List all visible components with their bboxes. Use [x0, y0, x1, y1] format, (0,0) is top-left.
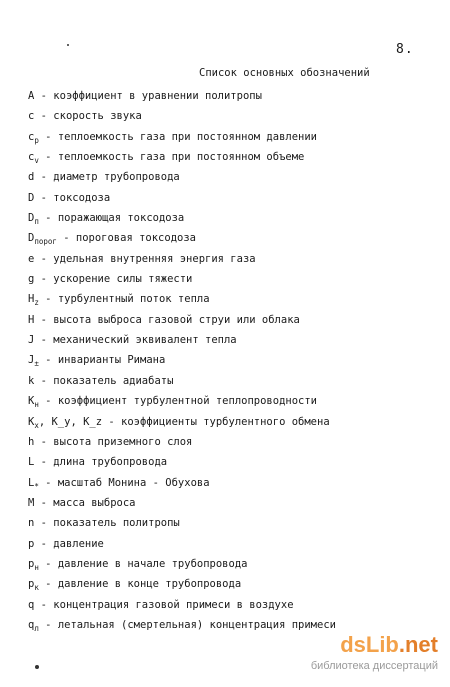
symbol-letter: p [28, 578, 35, 591]
definition-text: пороговая токсодоза [75, 232, 196, 245]
definition-separator: - [34, 374, 54, 387]
definition-text: ускорение силы тяжести [53, 273, 193, 286]
symbol-subscript: x [34, 420, 39, 430]
definition-item [28, 452, 336, 472]
definition-separator: - [34, 252, 54, 265]
definition-text: поражающая токсодоза [57, 212, 185, 225]
definition-separator: - [34, 313, 54, 326]
symbol-subscript: п [34, 217, 39, 227]
definition-text: инварианты Римана [57, 354, 166, 367]
definition-item [28, 127, 336, 147]
definition-separator: - [38, 618, 58, 631]
definition-separator: - [34, 110, 54, 123]
definition-separator: - [34, 435, 54, 448]
symbol-letter: q [28, 618, 35, 631]
definition-text: высота выброса газовой струи или облака [53, 313, 300, 326]
symbol-letter: D [28, 212, 35, 225]
symbol-letter: g [28, 273, 35, 286]
symbol-subscript: порог [34, 237, 57, 247]
definition-item [28, 513, 336, 533]
definition-item [28, 574, 336, 594]
symbol-letter: c [28, 130, 35, 143]
symbol-letter: c [28, 151, 35, 164]
definition-separator: - [38, 395, 58, 408]
symbol-subscript: v [34, 156, 39, 166]
symbol-letter: M [28, 496, 35, 509]
symbol-letter: D [28, 232, 35, 245]
definition-item [28, 554, 336, 574]
definition-separator: - [34, 598, 54, 611]
definition-separator: - [34, 273, 54, 286]
definition-text: скорость звука [53, 110, 142, 123]
definition-symbol [28, 147, 39, 167]
definition-item [28, 432, 336, 452]
definition-text: коэффициент турбулентной теплопроводности [57, 395, 317, 408]
symbol-extra: , K_y, K_z [38, 415, 103, 428]
definition-text: турбулентный поток тепла [57, 293, 210, 306]
symbol-letter: d [28, 171, 35, 184]
page-title: Список основных обозначений [199, 67, 370, 79]
definition-text: токсодоза [53, 191, 111, 204]
definition-symbol [28, 473, 39, 493]
definition-separator: - [38, 212, 58, 225]
symbol-letter: H [28, 313, 35, 326]
symbol-subscript: л [34, 623, 39, 633]
definition-separator: - [38, 557, 58, 570]
definition-symbol [28, 208, 39, 228]
definition-item [28, 147, 336, 167]
definition-text: длина трубопровода [53, 456, 168, 469]
definition-symbol [28, 574, 39, 594]
watermark [288, 633, 438, 672]
definition-symbol [28, 391, 39, 411]
definition-separator: - [38, 476, 58, 489]
definition-item [28, 493, 336, 513]
symbol-letter: L [28, 456, 35, 469]
definition-text: диаметр трубопровода [53, 171, 180, 184]
symbol-letter: J [28, 354, 35, 367]
definition-symbol [28, 127, 39, 147]
definition-item [28, 208, 336, 228]
watermark-logo [288, 633, 438, 657]
definition-symbol [28, 228, 57, 248]
definition-item [28, 412, 336, 432]
definition-separator: - [38, 354, 58, 367]
watermark-logo-part2: .net [398, 632, 438, 657]
definition-item [28, 310, 336, 330]
definition-separator: - [34, 90, 54, 102]
symbol-letter: h [28, 435, 35, 448]
symbol-letter: D [28, 191, 35, 204]
symbol-letter: H [28, 293, 35, 306]
definition-item [28, 595, 336, 615]
definition-text: удельная внутренняя энергия газа [53, 252, 256, 265]
symbol-subscript: н [34, 562, 39, 572]
definition-text: концентрация газовой примеси в воздухе [53, 598, 294, 611]
definition-text: теплоемкость газа при постоянном давлении [57, 130, 317, 143]
definition-item [28, 86, 336, 106]
definition-item [28, 106, 336, 126]
definition-text: давление в начале трубопровода [57, 557, 248, 570]
symbol-subscript: н [34, 400, 39, 410]
definition-separator: - [38, 130, 58, 143]
definition-text: показатель политропы [53, 517, 180, 530]
definition-separator: - [34, 456, 54, 469]
symbol-letter: p [28, 557, 35, 570]
symbol-subscript: z [34, 298, 39, 308]
symbol-subscript: к [34, 583, 39, 593]
definition-text: коэффициенты турбулентного обмена [121, 415, 330, 428]
definition-separator: - [34, 191, 54, 204]
symbol-letter: n [28, 517, 35, 530]
definition-separator: - [56, 232, 76, 245]
symbol-letter: c [28, 110, 35, 123]
watermark-subtitle: библиотека диссертаций [310, 660, 438, 672]
page-number: 8. [396, 42, 414, 57]
stray-mark-bottom [35, 665, 39, 669]
definition-item [28, 269, 336, 289]
definition-separator: - [34, 334, 54, 347]
definition-text: масса выброса [53, 496, 136, 509]
definition-text: показатель адиабаты [53, 374, 174, 387]
definition-item [28, 473, 336, 493]
definition-separator: - [102, 415, 122, 428]
definition-item [28, 350, 336, 370]
symbol-letter: A [28, 90, 35, 102]
definition-separator: - [38, 578, 58, 591]
definition-separator: - [34, 537, 54, 550]
definition-separator: - [34, 496, 54, 509]
symbol-letter: q [28, 598, 35, 611]
definition-separator: - [34, 517, 54, 530]
definition-text: давление в конце трубопровода [57, 578, 242, 591]
definition-symbol [28, 289, 39, 309]
symbol-letter: K [28, 395, 35, 408]
symbol-letter: J [28, 334, 35, 347]
symbol-letter: L [28, 476, 35, 489]
definition-item [28, 371, 336, 391]
symbol-subscript: ± [34, 359, 39, 369]
definition-text: коэффициент в уравнении политропы [53, 90, 262, 102]
definition-separator: - [38, 293, 58, 306]
definition-item [28, 330, 336, 350]
definition-text: теплоемкость газа при постоянном объеме [57, 151, 305, 164]
definition-item [28, 289, 336, 309]
definitions-list [28, 86, 336, 635]
definition-symbol [28, 615, 39, 635]
definition-item [28, 391, 336, 411]
definition-text: механический эквивалент тепла [53, 334, 237, 347]
definition-symbol [28, 350, 39, 370]
definition-item [28, 167, 336, 187]
definition-separator: - [38, 151, 58, 164]
definition-text: давление [53, 537, 104, 550]
symbol-letter: K [28, 415, 35, 428]
definition-item [28, 228, 336, 248]
definition-symbol [28, 554, 39, 574]
definition-text: высота приземного слоя [53, 435, 193, 448]
symbol-subscript: * [34, 481, 39, 491]
symbol-letter: k [28, 374, 35, 387]
definition-item [28, 249, 336, 269]
definition-item [28, 188, 336, 208]
watermark-logo-part1: dsLib [340, 632, 399, 657]
definition-symbol [28, 412, 102, 432]
definition-text: масштаб Монина - Обухова [57, 476, 210, 489]
definition-item [28, 534, 336, 554]
definition-separator: - [34, 171, 54, 184]
symbol-letter: e [28, 252, 35, 265]
symbol-subscript: p [34, 135, 39, 145]
definition-text: летальная (смертельная) концентрация примеси [57, 618, 336, 631]
stray-mark-top [67, 44, 69, 46]
symbol-letter: p [28, 537, 35, 550]
